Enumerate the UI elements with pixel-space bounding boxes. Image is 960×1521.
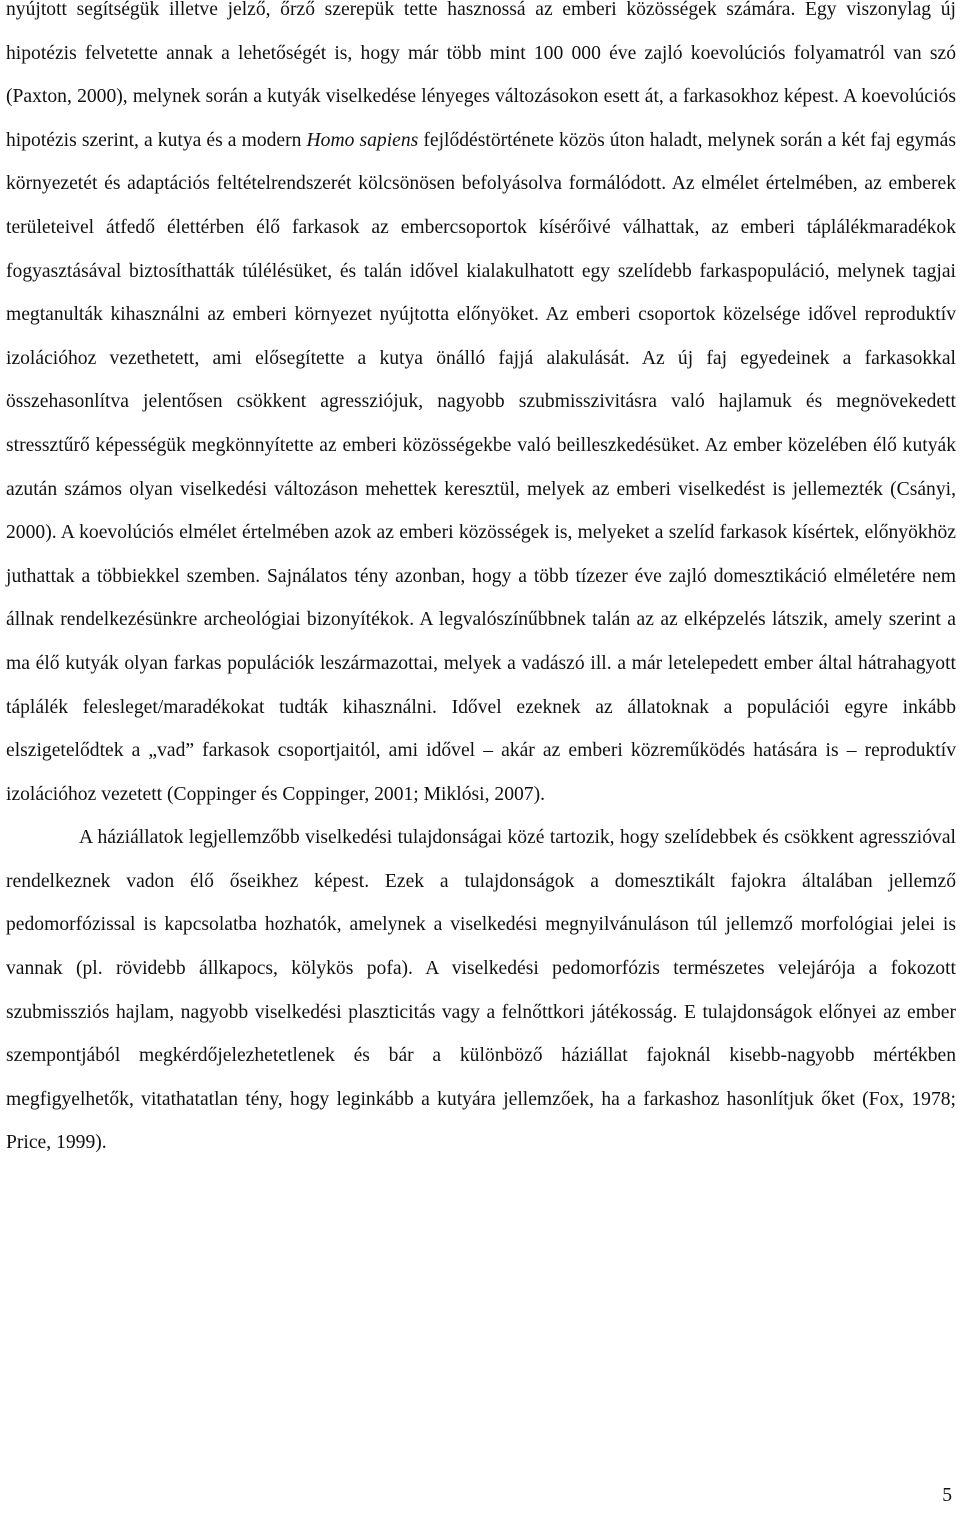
body-paragraph-1 <box>6 0 956 816</box>
paragraph-1-text-end: fejlődéstörténete közös úton haladt, melynek során a két faj egymás környezetét és adaptációs feltételrendszerét kölcsönösen befolyásolva formálódott. Az elmélet értelmében, az emberek területeivel átfedő élettérben élő farkasok az embercsoportok kísérőivé válhattak, az emberi táplálékmaradékok fogyasztásával biztosíthatták túlélésüket, és talán idővel kialakulhatott egy szelídebb farkaspopuláció, melynek tagjai megtanulták kihasználni az emberi környezet nyújtotta előnyöket. Az emberi csoportok közelsége idővel reproduktív izolációhoz vezethetett, ami elősegítette a kutya önálló fajjá alakulását. Az új faj egyedeinek a farkasokkal összehasonlítva jelentősen csökkent agressziójuk, nagyobb szubmisszivitásra való hajlamuk és megnövekedett stressztűrő képességük megkönnyítette az emberi közösségekbe való beilleszkedésüket. Az ember közelében élő kutyák azután számos olyan viselkedési változáson mehettek keresztül, melyek az emberi viselkedést is jellemezték (Csányi, 2000). A koevolúciós elmélet értelmében azok az emberi közösségek is, melyeket a szelíd farkasok kísértek, előnyökhöz juthattak a többiekkel szemben. Sajnálatos tény azonban, hogy a több tízezer éve zajló domesztikáció elméletére nem állnak rendelkezésünkre archeológiai bizonyítékok. A legvalószínűbbnek talán az az elképzelés látszik, amely szerint a ma élő kutyák olyan farkas populációk leszármazottai, melyek a vadászó ill. a már letelepedett ember által hátrahagyott táplálék felesleget/maradékokat tudták kihasználni. Idővel ezeknek az állatoknak a populációi egyre inkább elszigetelődtek a „vad” farkasok csoportjaitól, ami idővel – akár az emberi közreműködés hatására is – reproduktív izolációhoz vezetett (Coppinger és Coppinger, 2001; Miklósi, 2007). <box>6 129 956 805</box>
body-paragraph-2 <box>6 816 956 1165</box>
paragraph-1-text-start: nyújtott segítségük illetve jelző, őrző szerepük tette hasznossá az emberi közösségek számára. Egy viszonylag új hipotézis felvetette annak a lehetőségét is, hogy már több mint 100 000 éve zajló koevolúciós folyamatról van szó (Paxton, 2000), melynek során a kutyák viselkedése lényeges változásokon esett át, a farkasokhoz képest. A koevolúciós hipotézis szerint, a kutya és a modern <box>6 0 956 151</box>
document-page <box>6 0 956 1165</box>
paragraph-2-text: A háziállatok legjellemzőbb viselkedési tulajdonságai közé tartozik, hogy szelídebbek és csökkent agresszióval rendelkeznek vadon élő őseikhez képest. Ezek a tulajdonságok a domesztikált fajokra általában jellemző pedomorfózissal is kapcsolatba hozhatók, amelynek a viselkedési megnyilvánuláson túl jellemző morfológiai jelei is vannak (pl. rövidebb állkapocs, kölykös pofa). A viselkedési pedomorfózis természetes velejárója a fokozott szubmissziós hajlam, nagyobb viselkedési plaszticitás vagy a felnőttkori játékosság. E tulajdonságok előnyei az ember szempontjából megkérdőjelezhetetlenek és bár a különböző háziállat fajoknál kisebb-nagyobb mértékben megfigyelhetők, vitathatatlan tény, hogy leginkább a kutyára jellemzőek, ha a farkashoz hasonlítjuk őket (Fox, 1978; Price, 1999). <box>6 827 956 1154</box>
page-number: 5 <box>942 1485 952 1506</box>
species-name-italic: Homo sapiens <box>306 129 419 151</box>
